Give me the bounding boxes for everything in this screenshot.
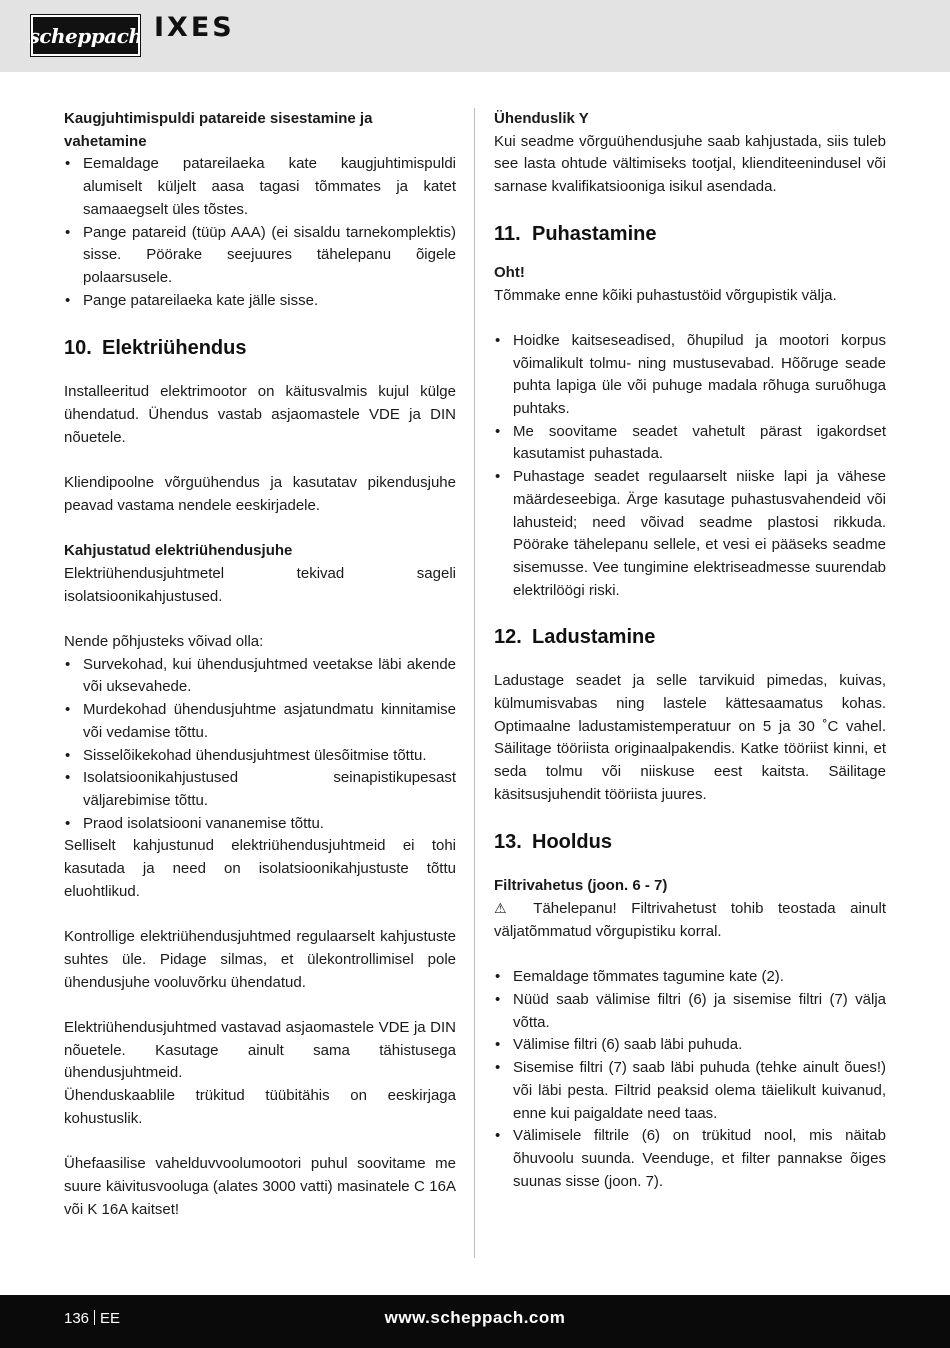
paragraph: Ladustage seadet ja selle tarvikuid pimedas, kuivas, külmumisvabas ning lastele kättesaamatus kohas. Optimaalne ladustamistemperatuur on 5 ja 30 ˚C vahel. Säilitage tööriista originaalpakendis. Katke tööriist kinni, et seda tolmu või niiskuse eest kaitsta. Säilitage käsitsusjuhendit tööriista juures.	[494, 672, 886, 803]
list-item: • Puhastage seadet regulaarselt niiske lapi ja vähese määrdeseebiga. Ärge kasutage puhastusvahendeid või lahusteid; need võivad seadme plastosi rikkuda. Pöörake tähelepanu sellele, et vesi ei pääseks seadme sisemusse. Vee tungimine elektriseadmesse suurendab elektrilöögi riski.	[494, 466, 886, 602]
page-header	[0, 0, 950, 72]
filter-list	[494, 966, 886, 1193]
filter-warning	[494, 897, 886, 943]
ixes-brand-logo: IXES	[154, 12, 235, 43]
paragraph: Kui seadme võrguühendusjuhe saab kahjustada, siis tuleb see lasta ohtude vältimiseks tootjal, klienditeenindusel või sarnase kvalifikatsiooniga isikul asendada.	[494, 132, 886, 196]
paragraph: Ühefaasilise vahelduvvoolumootori puhul soovitame me suure käivitusvooluga (alates 3000 vatti) masinatele C 16A või K 16A kaitset!	[64, 1155, 456, 1218]
paragraph: Tõmmake enne kõiki puhastustöid võrgupistik välja.	[494, 286, 837, 304]
battery-heading: Kaugjuhtimispuldi patareide sisestamine ja vahetamine	[64, 110, 373, 150]
list-item: • Nüüd saab välimise filtri (6) ja sisemise filtri (7) välja võtta.	[494, 989, 886, 1034]
list-item: • Hoidke kaitseseadised, õhupilud ja mootori korpus võimalikult tolmu- ning mustusevabad. Hõõruge seade puhta lapiga üle või puhuge madala rõhuga suruõhuga puhtaks.	[494, 330, 886, 421]
filter-change-heading: Filtrivahetus (joon. 6 - 7)	[494, 876, 668, 894]
column-divider	[474, 108, 475, 1258]
section-title: Ladustamine	[532, 626, 656, 649]
list-item: • Eemaldage tõmmates tagumine kate (2).	[494, 966, 886, 989]
section-11-heading	[494, 221, 886, 247]
section-title: Hooldus	[532, 830, 612, 853]
language-code: EE	[100, 1310, 121, 1327]
page-footer	[0, 1295, 950, 1348]
section-13-heading	[494, 829, 886, 855]
battery-list	[64, 153, 456, 312]
list-item: • Me soovitame seadet vahetult pärast igakordset kasutamist puhastada.	[494, 421, 886, 466]
paragraph: Elektriühendusjuhtmetel tekivad sageli isolatsioonikahjustused.	[64, 564, 456, 605]
causes-list	[64, 654, 456, 836]
scheppach-logo	[28, 15, 143, 56]
section-number: 12.	[494, 626, 522, 649]
paragraph: Kontrollige elektriühendusjuhtmed regulaarselt kahjustuste suhtes üle. Pidage silmas, et ülekontrollimisel pole ühendusjuhe vooluvõrku ühendatud.	[64, 928, 456, 991]
list-item: • Sisemise filtri (7) saab läbi puhuda (tehke ainult õues!) või läbi pesta. Filtrid peaksid olema täielikult kuivanud, enne kui paigaldate need taas.	[494, 1057, 886, 1125]
paragraph: Ühenduskaablile trükitud tüübitähis on eeskirjaga kohustuslik.	[64, 1087, 456, 1127]
list-item: • Pange patareilaeka kate jälle sisse.	[64, 290, 456, 313]
cleaning-list	[494, 330, 886, 602]
logo-text: scheppach	[28, 23, 143, 48]
list-item: • Eemaldage patareilaeka kate kaugjuhtimispuldi alumiselt küljelt aasa tagasi tõmmates ja katet samaaegselt üles tõstes.	[64, 153, 456, 221]
connection-y-heading: Ühenduslik Y	[494, 110, 589, 127]
paragraph: Selliselt kahjustunud elektriühendusjuhtmeid ei tohi kasutada ja need on isolatsioonikahjustuste tõttu eluohtlikud.	[64, 837, 456, 900]
list-item: • Sisselõikekohad ühendusjuhtmest ülesõitmise tõttu.	[64, 745, 456, 768]
list-item: • Välimise filtri (6) saab läbi puhuda.	[494, 1034, 886, 1057]
list-item: • Survekohad, kui ühendusjuhtmed veetakse läbi akende või uksevahede.	[64, 654, 456, 699]
section-12-heading	[494, 624, 886, 650]
section-number: 11.	[494, 222, 521, 245]
paragraph: Nende põhjusteks võivad olla:	[64, 633, 264, 651]
right-column	[494, 108, 886, 1193]
list-item: • Isolatsioonikahjustused seinapistikupesast väljarebimise tõttu.	[64, 767, 456, 812]
danger-label: Oht!	[494, 263, 525, 281]
left-column	[64, 108, 456, 1221]
section-number: 10.	[64, 337, 92, 360]
warning-triangle-icon: ⚠	[494, 900, 517, 917]
section-title: Elektriühendus	[102, 337, 247, 360]
paragraph: Elektriühendusjuhtmed vastavad asjaomastele VDE ja DIN nõuetele. Kasutage ainult sama tähistusega ühendusjuhtmeid.	[64, 1018, 456, 1082]
section-title: Puhastamine	[532, 222, 657, 245]
section-10-heading	[64, 335, 456, 361]
list-item: • Murdekohad ühendusjuhtme asjatundmatu kinnitamise või vedamise tõttu.	[64, 699, 456, 744]
paragraph: Kliendipoolne võrguühendus ja kasutatav pikendusjuhe peavad vastama nendele eeskirjadele.	[64, 474, 456, 514]
damaged-cable-heading: Kahjustatud elektriühendusjuhe	[64, 542, 293, 560]
list-item: • Praod isolatsiooni vananemise tõttu.	[64, 813, 456, 836]
list-item: • Pange patareid (tüüp AAA) (ei sisaldu tarnekomplektis) sisse. Pöörake seejuures tähelepanu õigele polaarsusele.	[64, 222, 456, 290]
warning-text: Tähelepanu! Filtrivahetust tohib teostada ainult väljatõmmatud võrgupistiku korral.	[494, 900, 886, 940]
page-number: 136	[64, 1310, 90, 1327]
paragraph: Installeeritud elektrimootor on käitusvalmis kujul külge ühendatud. Ühendus vastab asjaomastele VDE ja DIN nõuetele.	[64, 383, 456, 446]
website-url: www.scheppach.com	[384, 1308, 566, 1327]
section-number: 13.	[494, 830, 522, 853]
list-item: • Välimisele filtrile (6) on trükitud nool, mis näitab õhuvoolu suunda. Veenduge, et filter pannakse õiges suunas sisse (joon. 7).	[494, 1125, 886, 1193]
